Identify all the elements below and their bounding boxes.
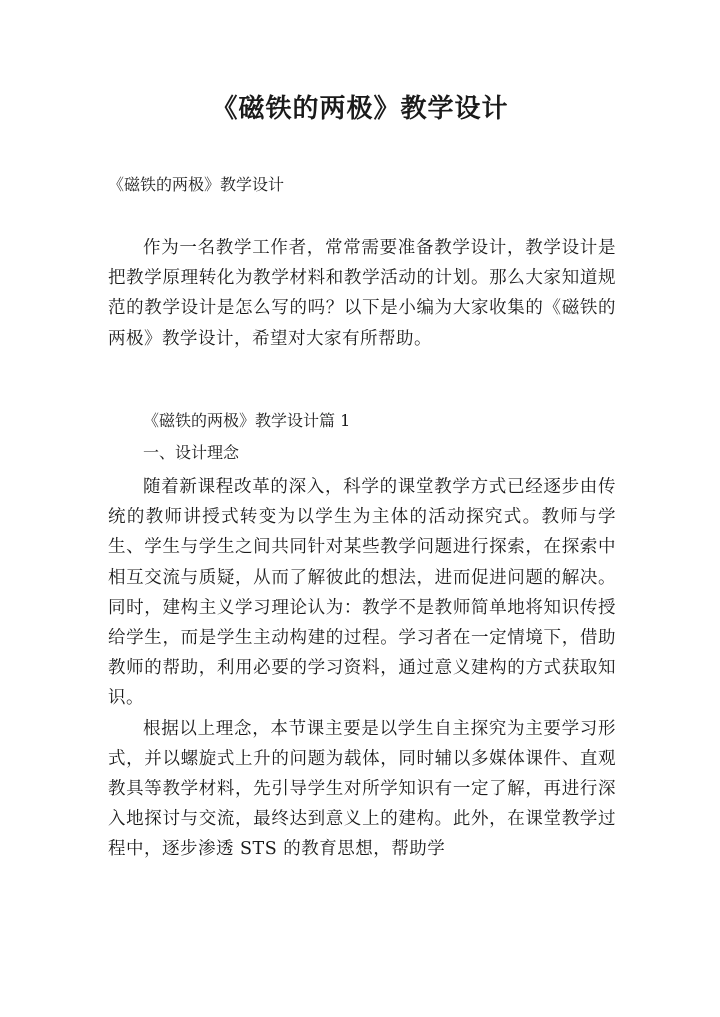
content-block bbox=[108, 472, 616, 865]
body-paragraph: 随着新课程改革的深入，科学的课堂教学方式已经逐步由传统的教师讲授式转变为以学生为主体的活动探究式。教师与学生、学生与学生之间共同针对某些教学问题进行探索，在探索中相互交流与质疑，从而了解彼此的想法，进而促进问题的解决。同时，建构主义学习理论认为：教学不是教师简单地将知识传授给学生，而是学生主动构建的过程。学习者在一定情境下，借助教师的帮助，利用必要的学习资料，通过意义建构的方式获取知识。 bbox=[108, 477, 616, 709]
document-subtitle: 《磁铁的两极》教学设计 bbox=[108, 175, 285, 194]
section-title: 《磁铁的两极》教学设计篇 1 bbox=[143, 411, 351, 430]
body-paragraph: 根据以上理念，本节课主要是以学生自主探究为主要学习形式，并以螺旋式上升的问题为载体，同时辅以多媒体课件、直观教具等教学材料，先引导学生对所学知识有一定了解，再进行深入地探讨与交流，最终达到意义上的建构。此外，在课堂教学过程中，逐步渗透 STS 的教育思想，帮助学 bbox=[108, 718, 616, 860]
section-heading: 一、设计理念 bbox=[143, 443, 240, 462]
intro-block bbox=[108, 233, 616, 354]
intro-paragraph: 作为一名教学工作者，常常需要准备教学设计，教学设计是把教学原理转化为教学材料和教学活动的计划。那么大家知道规范的教学设计是怎么写的吗？以下是小编为大家收集的《磁铁的两极》教学设计，希望对大家有所帮助。 bbox=[108, 238, 616, 349]
document-title: 《磁铁的两极》教学设计 bbox=[211, 94, 509, 124]
